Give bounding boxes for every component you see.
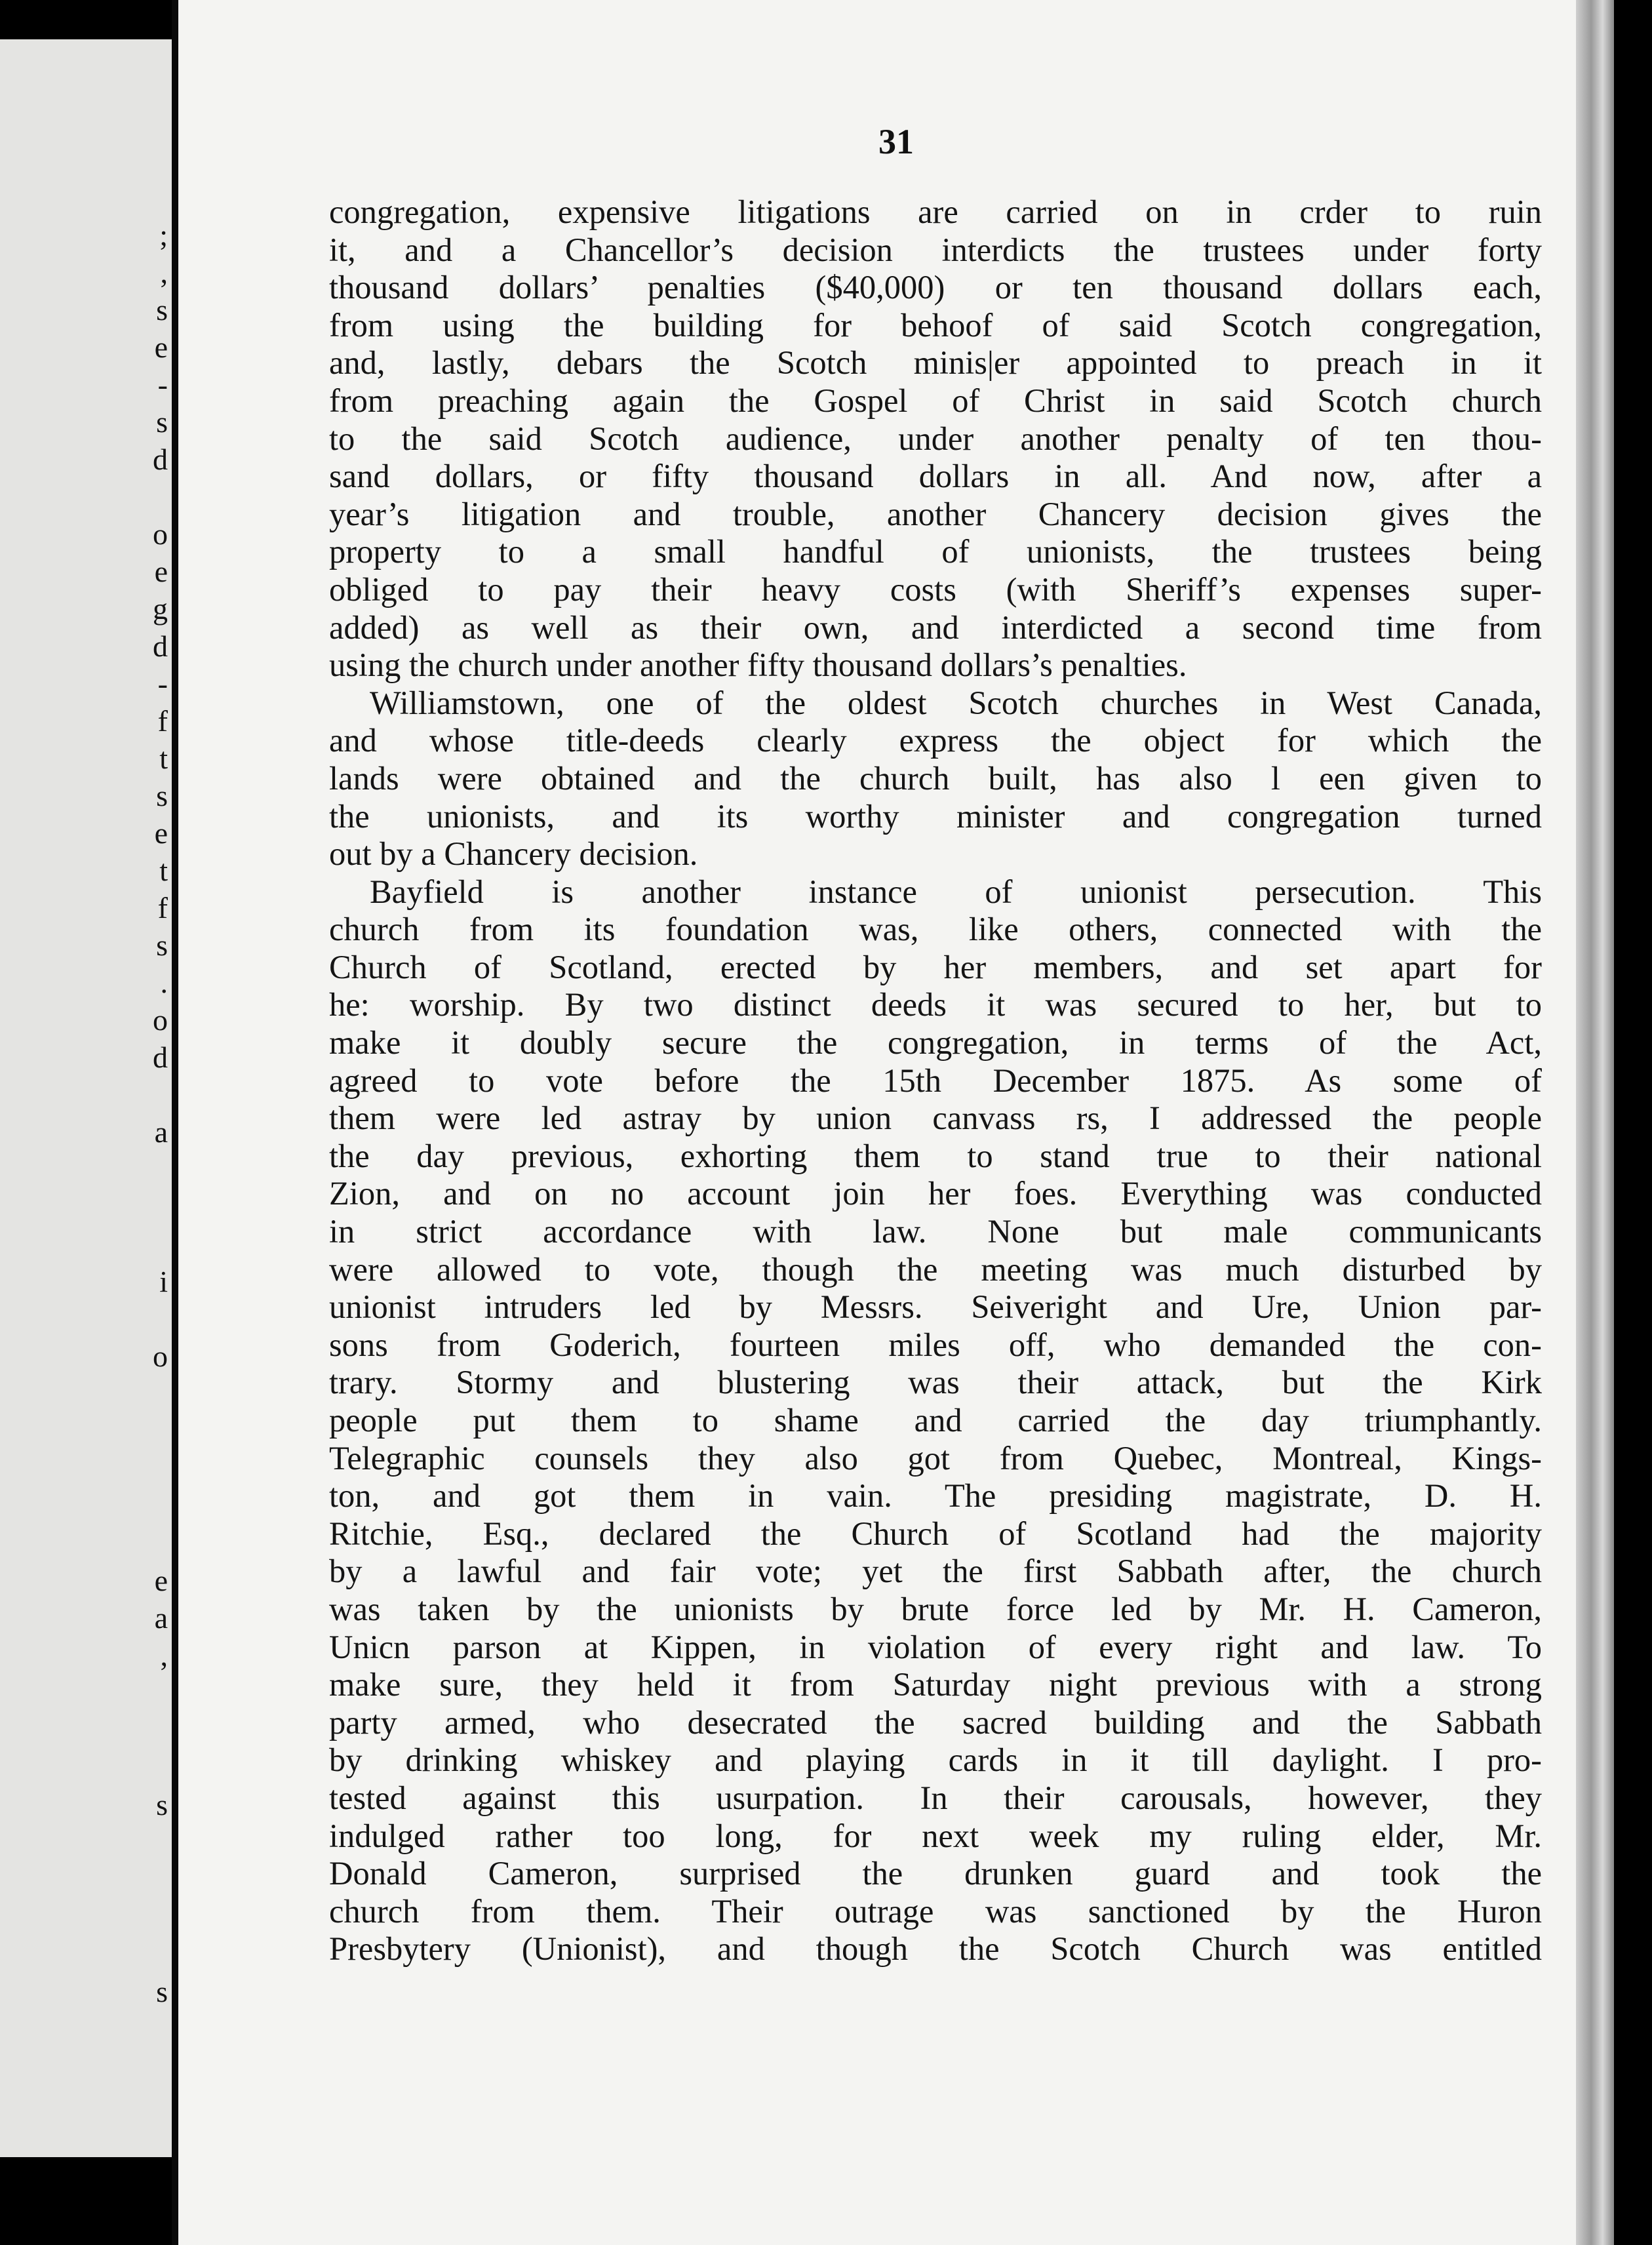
text-line: Zion, and on no account join her foes. Everything was conducted bbox=[329, 1175, 1542, 1212]
text-line: by a lawful and fair vote; yet the first Sabbath after, the church bbox=[329, 1553, 1542, 1590]
text-line: and whose title-deeds clearly express the object for which the bbox=[329, 722, 1542, 759]
text-line: indulged rather too long, for next week my ruling elder, Mr. bbox=[329, 1817, 1542, 1854]
text-line: Bayfield is another instance of unionist persecution. This bbox=[370, 873, 1542, 910]
text-line: make sure, they held it from Saturday night previous with a strong bbox=[329, 1666, 1542, 1703]
text-line: party armed, who desecrated the sacred building and the Sabbath bbox=[329, 1703, 1542, 1741]
text-line: were allowed to vote, though the meeting was much disturbed by bbox=[329, 1250, 1542, 1288]
text-line: from using the building for behoof of said Scotch congregation, bbox=[329, 306, 1542, 344]
text-line: the day previous, exhorting them to stand true to their national bbox=[329, 1137, 1542, 1174]
text-line: ton, and got them in vain. The presiding magistrate, D. H. bbox=[329, 1477, 1542, 1515]
text-line: year’s litigation and trouble, another Chancery decision gives the bbox=[329, 495, 1542, 532]
text-line: sand dollars, or fifty thousand dollars in all. And now, after a bbox=[329, 458, 1542, 495]
text-line: added) as well as their own, and interdicted a second time from bbox=[329, 608, 1542, 646]
document-page bbox=[178, 0, 1614, 2245]
text-line: trary. Stormy and blustering was their attack, but the Kirk bbox=[329, 1364, 1542, 1401]
text-line: Ritchie, Esq., declared the Church of Scotland had the majority bbox=[329, 1515, 1542, 1552]
page-edge bbox=[1576, 0, 1614, 2245]
text-line: by drinking whiskey and playing cards in it till daylight. I pro- bbox=[329, 1741, 1542, 1779]
text-line: and, lastly, debars the Scotch minis|er appointed to preach in it bbox=[329, 344, 1542, 382]
text-line: tested against this usurpation. In their carousals, however, they bbox=[329, 1779, 1542, 1816]
text-line: was taken by the unionists by brute force led by Mr. H. Cameron, bbox=[329, 1590, 1542, 1627]
text-line: unionist intruders led by Messrs. Seiveright and Ure, Union par- bbox=[329, 1288, 1542, 1326]
text-line: Telegraphic counsels they also got from Quebec, Montreal, Kings- bbox=[329, 1439, 1542, 1477]
facing-page bbox=[0, 39, 174, 2157]
text-line: sons from Goderich, fourteen miles off, who demanded the con- bbox=[329, 1326, 1542, 1363]
text-line: in strict accordance with law. None but male communicants bbox=[329, 1213, 1542, 1250]
text-line: thousand dollars’ penalties ($40,000) or ten thousand dollars each, bbox=[329, 269, 1542, 306]
text-line: Church of Scotland, erected by her members, and set apart for bbox=[329, 948, 1542, 985]
text-line: obliged to pay their heavy costs (with Sheriff’s expenses super- bbox=[329, 570, 1542, 608]
text-line: Williamstown, one of the oldest Scotch churches in West Canada, bbox=[370, 684, 1542, 721]
text-line: church from its foundation was, like others, connected with the bbox=[329, 911, 1542, 948]
text-line: people put them to shame and carried the day triumphantly. bbox=[329, 1402, 1542, 1439]
book-gutter bbox=[172, 0, 178, 2245]
text-line: to the said Scotch audience, under another penalty of ten thou- bbox=[329, 420, 1542, 457]
text-line: agreed to vote before the 15th December 1875. As some of bbox=[329, 1062, 1542, 1099]
text-line: using the church under another fifty thousand dollars’s penalties. bbox=[329, 646, 1187, 684]
text-line: Unicn parson at Kippen, in violation of every right and law. To bbox=[329, 1628, 1542, 1665]
text-line: make it doubly secure the congregation, in terms of the Act, bbox=[329, 1024, 1542, 1062]
text-line: it, and a Chancellor’s decision interdicts the trustees under forty bbox=[329, 231, 1542, 268]
facing-page-text-fragments: ; , s e - s d o e g d - f t s e t f s . o d a i o e a , s s bbox=[153, 218, 168, 2008]
text-line: Presbytery (Unionist), and though the Scotch Church was entitled bbox=[329, 1930, 1542, 1968]
body-text bbox=[329, 193, 1542, 1968]
text-line: out by a Chancery decision. bbox=[329, 835, 698, 873]
page-number: 31 bbox=[878, 122, 914, 161]
text-line: from preaching again the Gospel of Christ in said Scotch church bbox=[329, 382, 1542, 419]
text-line: he: worship. By two distinct deeds it was secured to her, but to bbox=[329, 986, 1542, 1023]
text-line: them were led astray by union canvass rs, I addressed the people bbox=[329, 1100, 1542, 1137]
text-line: Donald Cameron, surprised the drunken guard and took the bbox=[329, 1855, 1542, 1892]
text-line: lands were obtained and the church built, has also l een given to bbox=[329, 759, 1542, 797]
text-line: congregation, expensive litigations are carried on in crder to ruin bbox=[329, 193, 1542, 230]
text-line: property to a small handful of unionists, the trustees being bbox=[329, 533, 1542, 570]
text-line: church from them. Their outrage was sanctioned by the Huron bbox=[329, 1892, 1542, 1930]
text-line: the unionists, and its worthy minister and congregation turned bbox=[329, 797, 1542, 835]
